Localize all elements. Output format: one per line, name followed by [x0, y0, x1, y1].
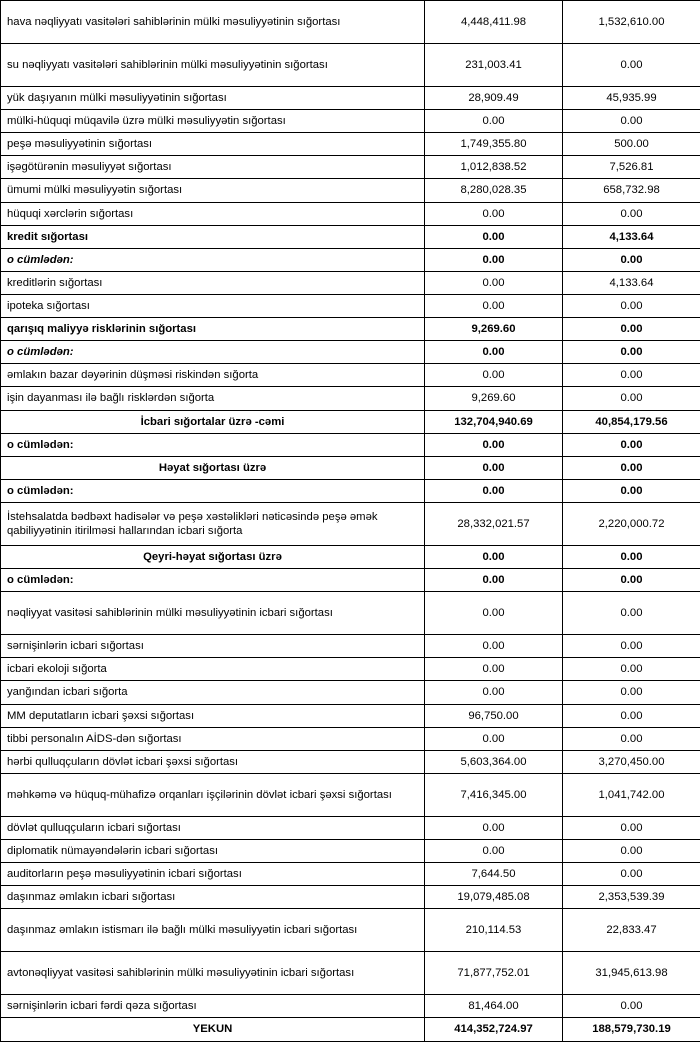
- row-value-payments: 0.00: [563, 479, 700, 502]
- row-label: hüquqi xərclərin sığortası: [1, 202, 425, 225]
- row-value-payments: 0.00: [563, 44, 700, 87]
- table-row: [1, 364, 700, 387]
- row-label: o cümlədən:: [1, 479, 425, 502]
- row-value-payments: 0.00: [563, 704, 700, 727]
- row-value-payments: 2,353,539.39: [563, 886, 700, 909]
- row-value-payments: 1,532,610.00: [563, 1, 700, 44]
- row-label: o cümlədən:: [1, 248, 425, 271]
- row-value-premiums: 9,269.60: [425, 318, 563, 341]
- row-value-payments: 0.00: [563, 658, 700, 681]
- row-label: İstehsalatda bədbəxt hadisələr və peşə xəstəlikləri nəticəsində peşə əmək qabiliyyətinin itirilməsi hallarından icbari sığorta: [1, 502, 425, 545]
- row-label: məhkəmə və hüquq-mühafizə orqanları işçilərinin dövlət icbari şəxsi sığortası: [1, 773, 425, 816]
- row-label: kreditlərin sığortası: [1, 271, 425, 294]
- row-value-premiums: 4,448,411.98: [425, 1, 563, 44]
- row-label: işəgötürənin məsuliyyət sığortası: [1, 156, 425, 179]
- table-row: [1, 816, 700, 839]
- row-label: sərnişinlərin icbari fərdi qəza sığortası: [1, 995, 425, 1018]
- table-row: [1, 318, 700, 341]
- row-value-payments: 4,133.64: [563, 271, 700, 294]
- row-value-premiums: 0.00: [425, 816, 563, 839]
- row-label: peşə məsuliyyətinin sığortası: [1, 133, 425, 156]
- row-label: nəqliyyat vasitəsi sahiblərinin mülki məsuliyyətinin icbari sığortası: [1, 592, 425, 635]
- row-value-payments: 0.00: [563, 110, 700, 133]
- table-row: [1, 704, 700, 727]
- row-value-payments: 0.00: [563, 635, 700, 658]
- row-value-premiums: 0.00: [425, 479, 563, 502]
- row-label: Qeyri-həyat sığortası üzrə: [1, 545, 425, 568]
- row-label: YEKUN: [1, 1018, 425, 1041]
- row-value-payments: 4,133.64: [563, 225, 700, 248]
- row-value-payments: 0.00: [563, 681, 700, 704]
- row-value-premiums: 132,704,940.69: [425, 410, 563, 433]
- row-value-premiums: 0.00: [425, 727, 563, 750]
- row-value-premiums: 0.00: [425, 271, 563, 294]
- table-row: [1, 410, 700, 433]
- row-label: əmlakın bazar dəyərinin düşməsi riskindən sığorta: [1, 364, 425, 387]
- row-value-premiums: 1,749,355.80: [425, 133, 563, 156]
- row-value-premiums: 210,114.53: [425, 909, 563, 952]
- row-value-premiums: 28,909.49: [425, 87, 563, 110]
- table-row: [1, 545, 700, 568]
- table-row: [1, 387, 700, 410]
- table-row: [1, 773, 700, 816]
- row-value-payments: 500.00: [563, 133, 700, 156]
- row-label: daşınmaz əmlakın icbari sığortası: [1, 886, 425, 909]
- row-label: hava nəqliyyatı vasitələri sahiblərinin mülki məsuliyyətinin sığortası: [1, 1, 425, 44]
- row-value-payments: 0.00: [563, 592, 700, 635]
- row-value-payments: 7,526.81: [563, 156, 700, 179]
- table-row: [1, 1, 700, 44]
- row-label: su nəqliyyatı vasitələri sahiblərinin mülki məsuliyyətinin sığortası: [1, 44, 425, 87]
- row-label: daşınmaz əmlakın istismarı ilə bağlı mülki məsuliyyətin icbari sığortası: [1, 909, 425, 952]
- table-row: [1, 727, 700, 750]
- table-row: [1, 456, 700, 479]
- row-value-premiums: 0.00: [425, 545, 563, 568]
- row-value-payments: 31,945,613.98: [563, 952, 700, 995]
- row-value-payments: 1,041,742.00: [563, 773, 700, 816]
- row-label: mülki-hüquqi müqavilə üzrə mülki məsuliyyətin sığortası: [1, 110, 425, 133]
- row-label: yanğından icbari sığorta: [1, 681, 425, 704]
- row-value-premiums: 0.00: [425, 341, 563, 364]
- row-label: yük daşıyanın mülki məsuliyyətinin sığortası: [1, 87, 425, 110]
- row-value-payments: 45,935.99: [563, 87, 700, 110]
- table-row: [1, 750, 700, 773]
- row-value-premiums: 0.00: [425, 658, 563, 681]
- row-value-payments: 0.00: [563, 294, 700, 317]
- row-label: o cümlədən:: [1, 569, 425, 592]
- row-value-payments: 658,732.98: [563, 179, 700, 202]
- row-value-payments: 0.00: [563, 318, 700, 341]
- table-row: [1, 909, 700, 952]
- row-value-payments: 0.00: [563, 995, 700, 1018]
- row-value-payments: 0.00: [563, 816, 700, 839]
- row-label: ümumi mülki məsuliyyətin sığortası: [1, 179, 425, 202]
- table-body: [1, 1, 700, 1042]
- row-value-premiums: 0.00: [425, 202, 563, 225]
- row-value-premiums: 0.00: [425, 635, 563, 658]
- row-value-premiums: 5,603,364.00: [425, 750, 563, 773]
- table-row: [1, 202, 700, 225]
- row-value-payments: 0.00: [563, 433, 700, 456]
- row-value-payments: 0.00: [563, 364, 700, 387]
- table-row: [1, 179, 700, 202]
- row-value-premiums: 7,644.50: [425, 863, 563, 886]
- table-row: [1, 635, 700, 658]
- row-value-premiums: 0.00: [425, 592, 563, 635]
- row-label: auditorların peşə məsuliyyətinin icbari sığortası: [1, 863, 425, 886]
- table-row: [1, 952, 700, 995]
- row-label: İcbari sığortalar üzrə -cəmi: [1, 410, 425, 433]
- row-value-premiums: 81,464.00: [425, 995, 563, 1018]
- table-row: [1, 294, 700, 317]
- table-row: [1, 87, 700, 110]
- row-value-payments: 2,220,000.72: [563, 502, 700, 545]
- row-value-premiums: 0.00: [425, 681, 563, 704]
- row-value-premiums: 9,269.60: [425, 387, 563, 410]
- table-row: [1, 886, 700, 909]
- row-value-premiums: 1,012,838.52: [425, 156, 563, 179]
- row-value-payments: 22,833.47: [563, 909, 700, 952]
- row-value-premiums: 7,416,345.00: [425, 773, 563, 816]
- row-value-payments: 0.00: [563, 387, 700, 410]
- row-label: Həyat sığortası üzrə: [1, 456, 425, 479]
- row-value-premiums: 0.00: [425, 569, 563, 592]
- row-label: o cümlədən:: [1, 341, 425, 364]
- table-row: [1, 502, 700, 545]
- table-row: [1, 341, 700, 364]
- row-value-payments: 0.00: [563, 839, 700, 862]
- row-label: tibbi personalın AİDS-dən sığortası: [1, 727, 425, 750]
- table-row: [1, 133, 700, 156]
- row-label: o cümlədən:: [1, 433, 425, 456]
- row-value-payments: 0.00: [563, 727, 700, 750]
- row-value-premiums: 0.00: [425, 364, 563, 387]
- row-value-premiums: 96,750.00: [425, 704, 563, 727]
- row-value-payments: 188,579,730.19: [563, 1018, 700, 1041]
- row-value-payments: 40,854,179.56: [563, 410, 700, 433]
- row-value-premiums: 71,877,752.01: [425, 952, 563, 995]
- row-value-payments: 0.00: [563, 863, 700, 886]
- row-label: işin dayanması ilə bağlı risklərdən sığorta: [1, 387, 425, 410]
- row-label: avtonəqliyyat vasitəsi sahiblərinin mülki məsuliyyətinin icbari sığortası: [1, 952, 425, 995]
- row-label: kredit sığortası: [1, 225, 425, 248]
- row-value-premiums: 0.00: [425, 248, 563, 271]
- table-row: [1, 110, 700, 133]
- row-value-premiums: 0.00: [425, 225, 563, 248]
- table-row: [1, 44, 700, 87]
- table-row: [1, 271, 700, 294]
- table-row: [1, 479, 700, 502]
- table-row: [1, 156, 700, 179]
- table-row: [1, 658, 700, 681]
- table-row: [1, 681, 700, 704]
- row-value-payments: 3,270,450.00: [563, 750, 700, 773]
- row-label: icbari ekoloji sığorta: [1, 658, 425, 681]
- row-label: sərnişinlərin icbari sığortası: [1, 635, 425, 658]
- table-row: [1, 248, 700, 271]
- table-row: [1, 1018, 700, 1041]
- table-row: [1, 995, 700, 1018]
- row-value-premiums: 0.00: [425, 839, 563, 862]
- row-value-premiums: 0.00: [425, 433, 563, 456]
- table-row: [1, 592, 700, 635]
- row-value-premiums: 28,332,021.57: [425, 502, 563, 545]
- table-row: [1, 863, 700, 886]
- row-value-premiums: 0.00: [425, 456, 563, 479]
- table-row: [1, 225, 700, 248]
- table-row: [1, 839, 700, 862]
- row-label: ipoteka sığortası: [1, 294, 425, 317]
- row-value-payments: 0.00: [563, 341, 700, 364]
- row-label: diplomatik nümayəndələrin icbari sığortası: [1, 839, 425, 862]
- table-row: [1, 433, 700, 456]
- row-value-premiums: 231,003.41: [425, 44, 563, 87]
- row-label: MM deputatların icbari şəxsi sığortası: [1, 704, 425, 727]
- row-value-payments: 0.00: [563, 545, 700, 568]
- table-row: [1, 569, 700, 592]
- row-value-payments: 0.00: [563, 202, 700, 225]
- row-value-payments: 0.00: [563, 569, 700, 592]
- row-value-premiums: 414,352,724.97: [425, 1018, 563, 1041]
- row-value-premiums: 19,079,485.08: [425, 886, 563, 909]
- row-value-payments: 0.00: [563, 248, 700, 271]
- row-label: dövlət qulluqçuların icbari sığortası: [1, 816, 425, 839]
- row-value-premiums: 8,280,028.35: [425, 179, 563, 202]
- row-value-premiums: 0.00: [425, 110, 563, 133]
- row-value-payments: 0.00: [563, 456, 700, 479]
- row-value-premiums: 0.00: [425, 294, 563, 317]
- row-label: hərbi qulluqçuların dövlət icbari şəxsi sığortası: [1, 750, 425, 773]
- row-label: qarışıq maliyyə risklərinin sığortası: [1, 318, 425, 341]
